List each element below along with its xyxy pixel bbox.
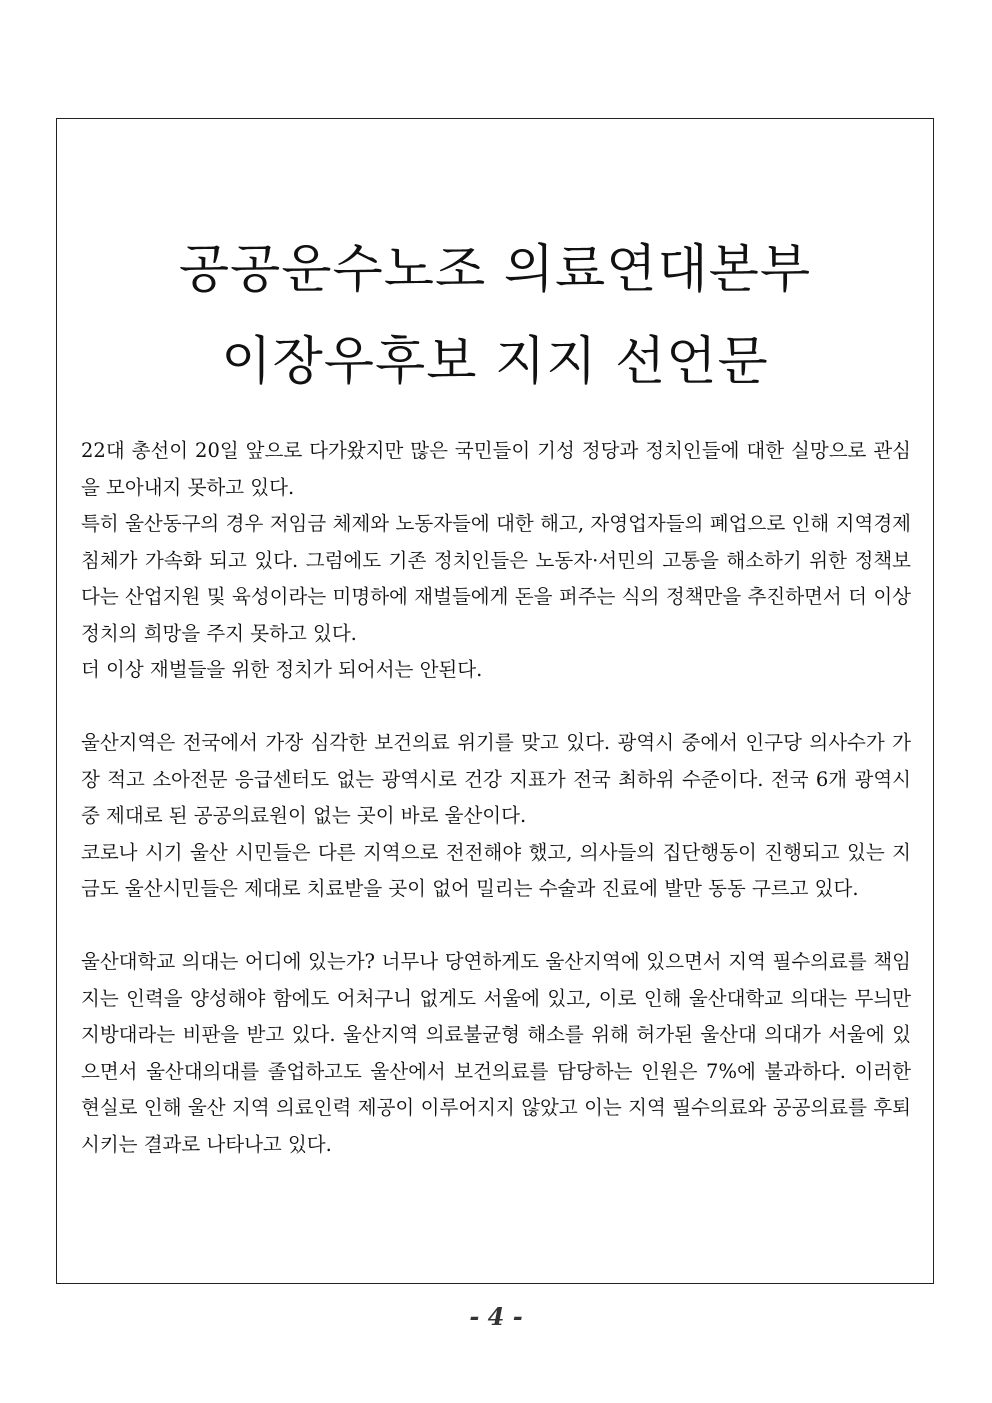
paragraph: 특히 울산동구의 경우 저임금 체제와 노동자들에 대한 해고, 자영업자들의 폐업으로 인해 지역경제 침체가 가속화 되고 있다. 그럼에도 기존 정치인들은 노동자·서민의 고통을 해소하기 위한 정책보다는 산업지원 및 육성이라는 미명하에 재벌들에게 돈을 퍼주는 식의 정책만을 추진하면서 더 이상 정치의 희망을 주지 못하고 있다. [81,512,911,645]
paragraph: 코로나 시기 울산 시민들은 다른 지역으로 전전해야 했고, 의사들의 집단행동이 진행되고 있는 지금도 울산시민들은 제대로 치료받을 곳이 없어 밀리는 수술과 진료에 발만 동동 구르고 있다. [81,840,911,900]
document-frame [56,118,934,1284]
document-body [81,433,911,1163]
paragraph-spacer [81,908,911,945]
paragraph: 22대 총선이 20일 앞으로 다가왔지만 많은 국민들이 기성 정당과 정치인들에 대한 실망으로 관심을 모아내지 못하고 있다. [81,439,911,499]
page-number: - 4 - [469,1302,523,1331]
title-line-1: 공공운수노조 의료연대본부 [178,240,812,300]
paragraph: 더 이상 재벌들을 위한 정치가 되어서는 안된다. [81,658,483,681]
paragraph: 울산대학교 의대는 어디에 있는가? 너무나 당연하게도 울산지역에 있으면서 지역 필수의료를 책임지는 인력을 양성해야 함에도 어처구니 없게도 서울에 있고, 이로 인해 울산대학교 의대는 무늬만 지방대라는 비판을 받고 있다. 울산지역 의료불균형 해소를 위해 허가된 울산대 의대가 서울에 있으면서 울산대의대를 졸업하고도 울산에서 보건의료를 담당하는 인원은 7%에 불과하다. 이러한 현실로 인해 울산 지역 의료인력 제공이 이루어지지 않았고 이는 지역 필수의료와 공공의료를 후퇴시키는 결과로 나타나고 있다. [81,950,911,1156]
paragraph: 울산지역은 전국에서 가장 심각한 보건의료 위기를 맞고 있다. 광역시 중에서 인구당 의사수가 가장 적고 소아전문 응급센터도 없는 광역시로 건강 지표가 전국 최하위 수준이다. 전국 6개 광역시중 제대로 된 공공의료원이 없는 곳이 바로 울산이다. [81,731,911,827]
paragraph-spacer [81,689,911,726]
title-line-2: 이장우후보 지지 선언문 [221,332,769,392]
